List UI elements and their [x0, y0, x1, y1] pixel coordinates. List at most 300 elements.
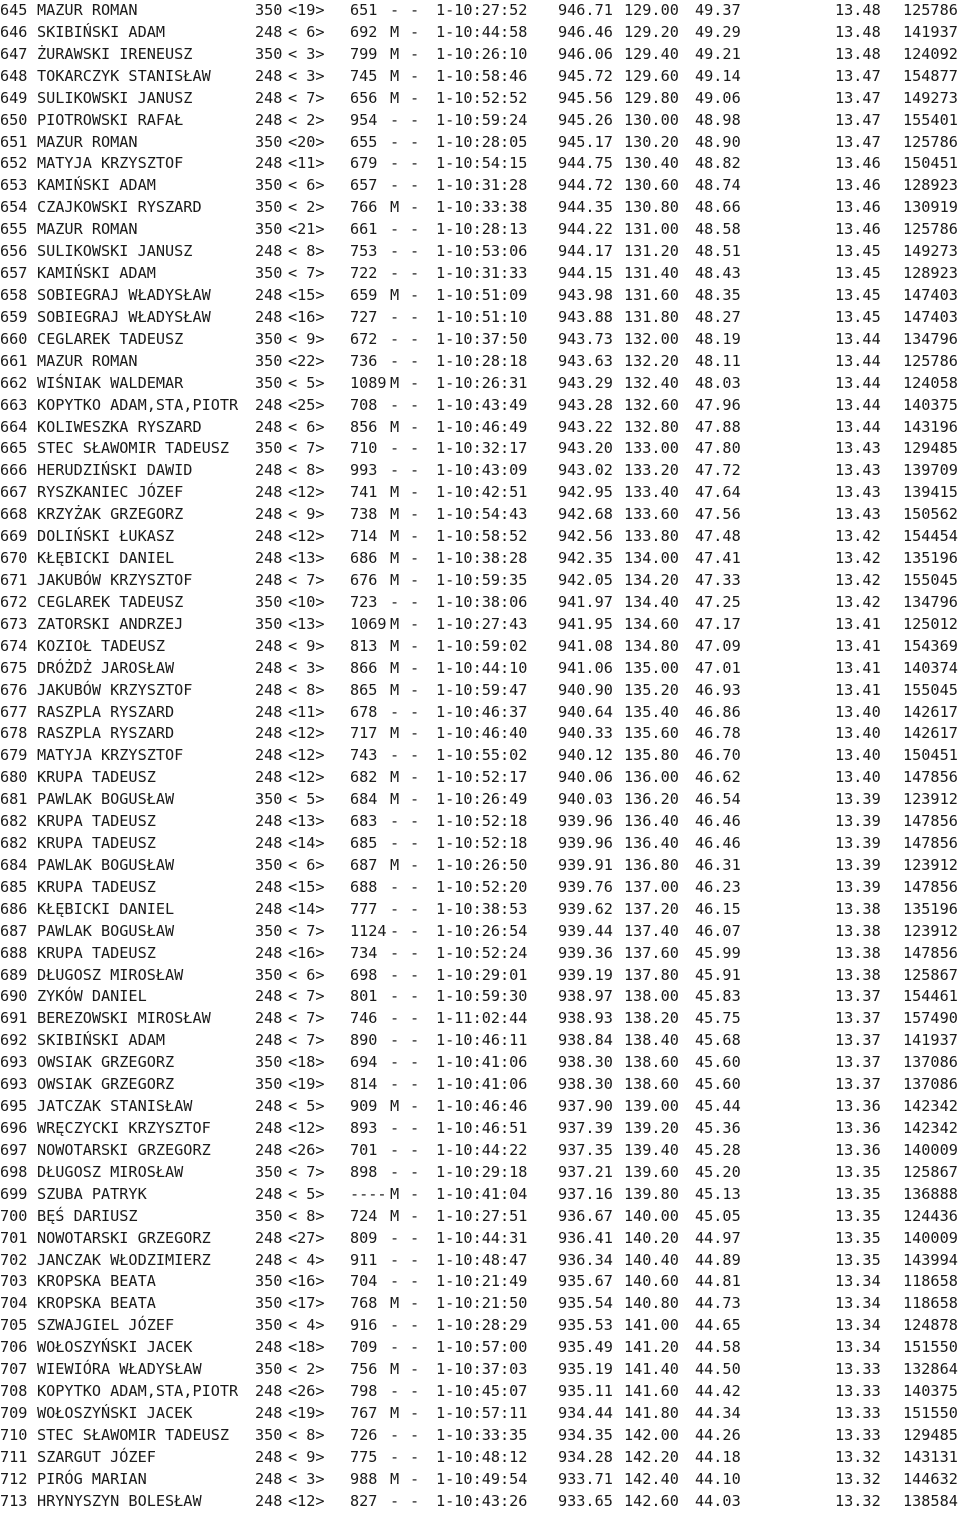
cell-sex: -	[390, 1491, 400, 1510]
cell-speed: 938.30	[558, 1053, 613, 1072]
cell-points: 48.82	[695, 154, 741, 173]
cell-speed: 939.76	[558, 877, 613, 896]
cell-member-id: 147856	[903, 943, 958, 962]
cell-flag: -	[410, 1009, 420, 1028]
cell-section: 248	[255, 1184, 283, 1203]
cell-speed: 935.49	[558, 1338, 613, 1357]
cell-speed: 937.90	[558, 1097, 613, 1116]
cell-ring: 745	[350, 66, 378, 85]
cell-name: PIRÓG MARIAN	[37, 1469, 147, 1488]
table-row	[0, 88, 960, 110]
cell-ring: 687	[350, 855, 378, 874]
cell-sex: -	[390, 1382, 400, 1401]
cell-position: 649	[0, 88, 28, 107]
cell-speed: 934.28	[558, 1447, 613, 1466]
cell-entry: < 8>	[288, 1425, 325, 1444]
cell-points: 46.07	[695, 921, 741, 940]
cell-sex: -	[390, 1228, 400, 1247]
cell-arrival-time: 1-10:52:24	[436, 943, 528, 962]
cell-speed: 939.96	[558, 812, 613, 831]
cell-coefficient: 136.40	[624, 834, 679, 853]
cell-ring: 657	[350, 176, 378, 195]
cell-name: CEGLAREK TADEUSZ	[37, 329, 184, 348]
cell-flag: -	[410, 198, 420, 217]
cell-points: 44.26	[695, 1425, 741, 1444]
cell-section: 248	[255, 1097, 283, 1116]
cell-section: 248	[255, 66, 283, 85]
cell-position: 656	[0, 242, 28, 261]
cell-position: 696	[0, 1119, 28, 1138]
cell-entry: < 8>	[288, 461, 325, 480]
cell-entry: <19>	[288, 1404, 325, 1422]
cell-section: 350	[255, 921, 283, 940]
cell-name: DŁUGOSZ MIROSŁAW	[37, 1162, 184, 1181]
cell-section: 248	[255, 154, 283, 173]
cell-speed: 942.68	[558, 505, 613, 524]
cell-percent: 13.35	[835, 1250, 881, 1269]
cell-coefficient: 142.60	[624, 1491, 679, 1510]
cell-entry: < 7>	[288, 264, 325, 283]
cell-name: RASZPLA RYSZARD	[37, 702, 175, 721]
cell-name: DOLIŃSKI ŁUKASZ	[37, 527, 175, 546]
cell-section: 248	[255, 877, 283, 896]
cell-position: 672	[0, 592, 28, 611]
cell-section: 248	[255, 285, 283, 304]
cell-ring: 701	[350, 1140, 378, 1159]
cell-points: 48.27	[695, 307, 741, 326]
cell-flag: -	[410, 965, 420, 984]
cell-coefficient: 137.20	[624, 899, 679, 918]
cell-arrival-time: 1-10:41:04	[436, 1184, 528, 1203]
cell-entry: < 7>	[288, 88, 325, 107]
cell-coefficient: 129.00	[624, 1, 679, 19]
cell-name: KŁĘBICKI DANIEL	[37, 899, 175, 918]
cell-name: RYSZKANIEC JÓZEF	[37, 483, 184, 502]
cell-ring: 856	[350, 417, 378, 436]
cell-name: WRĘCZYCKI KRZYSZTOF	[37, 1119, 211, 1138]
cell-arrival-time: 1-10:46:46	[436, 1097, 528, 1116]
cell-position: 670	[0, 549, 28, 568]
cell-flag: -	[410, 1162, 420, 1181]
cell-position: 686	[0, 899, 28, 918]
cell-entry: <27>	[288, 1228, 325, 1247]
cell-name: BĘŚ DARIUSZ	[37, 1206, 138, 1225]
cell-coefficient: 136.40	[624, 812, 679, 831]
cell-entry: <12>	[288, 1491, 325, 1510]
cell-coefficient: 138.60	[624, 1053, 679, 1072]
cell-section: 248	[255, 987, 283, 1006]
cell-ring: 753	[350, 242, 378, 261]
cell-points: 47.01	[695, 658, 741, 677]
cell-speed: 940.03	[558, 790, 613, 809]
cell-ring: 777	[350, 899, 378, 918]
cell-ring: 678	[350, 702, 378, 721]
cell-flag: -	[410, 154, 420, 173]
cell-entry: < 2>	[288, 110, 325, 129]
cell-speed: 937.16	[558, 1184, 613, 1203]
cell-arrival-time: 1-10:43:49	[436, 395, 528, 414]
cell-percent: 13.40	[835, 768, 881, 787]
cell-flag: -	[410, 1447, 420, 1466]
cell-position: 648	[0, 66, 28, 85]
cell-ring: 898	[350, 1162, 378, 1181]
cell-flag: -	[410, 614, 420, 633]
cell-percent: 13.33	[835, 1425, 881, 1444]
cell-points: 45.99	[695, 943, 741, 962]
cell-entry: <18>	[288, 1338, 325, 1357]
cell-ring: 813	[350, 636, 378, 655]
cell-position: 667	[0, 483, 28, 502]
cell-name: ZYKÓW DANIEL	[37, 987, 147, 1006]
cell-arrival-time: 1-10:59:30	[436, 987, 528, 1006]
cell-entry: < 3>	[288, 1469, 325, 1488]
cell-points: 45.20	[695, 1162, 741, 1181]
cell-member-id: 136888	[903, 1184, 958, 1203]
cell-section: 350	[255, 1206, 283, 1225]
cell-points: 47.88	[695, 417, 741, 436]
cell-sex: M	[390, 22, 400, 41]
cell-member-id: 129485	[903, 439, 958, 458]
table-row	[0, 680, 960, 702]
table-row	[0, 855, 960, 877]
cell-speed: 939.91	[558, 855, 613, 874]
cell-entry: <20>	[288, 132, 325, 151]
cell-flag: -	[410, 549, 420, 568]
cell-member-id: 140009	[903, 1140, 958, 1159]
cell-section: 248	[255, 834, 283, 853]
cell-member-id: 155045	[903, 570, 958, 589]
cell-member-id: 141937	[903, 22, 958, 41]
cell-percent: 13.44	[835, 395, 881, 414]
cell-member-id: 125786	[903, 132, 958, 151]
cell-position: 704	[0, 1294, 28, 1313]
cell-points: 45.13	[695, 1184, 741, 1203]
table-row	[0, 592, 960, 614]
cell-ring: 916	[350, 1316, 378, 1335]
cell-name: MATYJA KRZYSZTOF	[37, 154, 184, 173]
cell-arrival-time: 1-10:46:51	[436, 1119, 528, 1138]
cell-position: 713	[0, 1491, 28, 1510]
cell-name: WIŚNIAK WALDEMAR	[37, 373, 184, 392]
cell-coefficient: 130.60	[624, 176, 679, 195]
cell-entry: <15>	[288, 285, 325, 304]
cell-coefficient: 139.80	[624, 1184, 679, 1203]
cell-points: 49.37	[695, 1, 741, 19]
cell-percent: 13.43	[835, 439, 881, 458]
cell-arrival-time: 1-10:38:28	[436, 549, 528, 568]
cell-points: 44.58	[695, 1338, 741, 1357]
cell-entry: < 6>	[288, 417, 325, 436]
cell-sex: M	[390, 66, 400, 85]
cell-ring: 656	[350, 88, 378, 107]
cell-name: KROPSKA BEATA	[37, 1294, 156, 1313]
cell-name: KRUPA TADEUSZ	[37, 768, 156, 787]
cell-ring: 682	[350, 768, 378, 787]
cell-flag: -	[410, 1119, 420, 1138]
cell-percent: 13.46	[835, 176, 881, 195]
cell-entry: < 7>	[288, 570, 325, 589]
cell-percent: 13.35	[835, 1184, 881, 1203]
cell-position: 652	[0, 154, 28, 173]
cell-sex: -	[390, 834, 400, 853]
cell-sex: -	[390, 461, 400, 480]
cell-position: 669	[0, 527, 28, 546]
table-row	[0, 197, 960, 219]
cell-name: STEC SŁAWOMIR TADEUSZ	[37, 439, 230, 458]
cell-entry: < 2>	[288, 198, 325, 217]
cell-name: KAMIŃSKI ADAM	[37, 176, 156, 195]
cell-coefficient: 136.80	[624, 855, 679, 874]
cell-position: 692	[0, 1031, 28, 1050]
cell-member-id: 125786	[903, 220, 958, 239]
cell-sex: -	[390, 1031, 400, 1050]
cell-position: 705	[0, 1316, 28, 1335]
cell-section: 248	[255, 505, 283, 524]
cell-points: 46.31	[695, 855, 741, 874]
cell-points: 49.21	[695, 44, 741, 63]
cell-position: 702	[0, 1250, 28, 1269]
cell-name: SULIKOWSKI JANUSZ	[37, 88, 193, 107]
cell-position: 711	[0, 1447, 28, 1466]
cell-name: BEREZOWSKI MIROSŁAW	[37, 1009, 211, 1028]
cell-position: 673	[0, 614, 28, 633]
cell-name: SZUBA PATRYK	[37, 1184, 147, 1203]
cell-sex: M	[390, 1097, 400, 1116]
cell-coefficient: 138.40	[624, 1031, 679, 1050]
cell-position: 687	[0, 921, 28, 940]
cell-section: 350	[255, 220, 283, 239]
cell-member-id: 135196	[903, 899, 958, 918]
cell-coefficient: 130.00	[624, 110, 679, 129]
cell-member-id: 139415	[903, 483, 958, 502]
cell-flag: -	[410, 746, 420, 765]
cell-percent: 13.47	[835, 88, 881, 107]
cell-points: 46.46	[695, 834, 741, 853]
cell-speed: 936.34	[558, 1250, 613, 1269]
cell-name: SULIKOWSKI JANUSZ	[37, 242, 193, 261]
cell-percent: 13.39	[835, 834, 881, 853]
cell-name: OWSIAK GRZEGORZ	[37, 1075, 175, 1094]
cell-section: 350	[255, 965, 283, 984]
cell-speed: 940.64	[558, 702, 613, 721]
cell-percent: 13.44	[835, 351, 881, 370]
cell-points: 48.43	[695, 264, 741, 283]
cell-sex: -	[390, 1140, 400, 1159]
cell-coefficient: 134.00	[624, 549, 679, 568]
cell-points: 44.42	[695, 1382, 741, 1401]
cell-section: 350	[255, 592, 283, 611]
cell-flag: -	[410, 505, 420, 524]
cell-sex: M	[390, 285, 400, 304]
cell-speed: 944.75	[558, 154, 613, 173]
cell-percent: 13.37	[835, 1053, 881, 1072]
cell-percent: 13.33	[835, 1360, 881, 1379]
cell-entry: <11>	[288, 702, 325, 721]
cell-ring: 704	[350, 1272, 378, 1291]
cell-flag: -	[410, 899, 420, 918]
cell-name: JATCZAK STANISŁAW	[37, 1097, 193, 1116]
cell-member-id: 142342	[903, 1119, 958, 1138]
cell-coefficient: 142.00	[624, 1425, 679, 1444]
cell-coefficient: 141.80	[624, 1404, 679, 1422]
cell-entry: <12>	[288, 768, 325, 787]
cell-coefficient: 131.80	[624, 307, 679, 326]
cell-arrival-time: 1-10:28:29	[436, 1316, 528, 1335]
cell-flag: -	[410, 834, 420, 853]
cell-position: 675	[0, 658, 28, 677]
cell-arrival-time: 1-10:44:31	[436, 1228, 528, 1247]
cell-arrival-time: 1-10:48:12	[436, 1447, 528, 1466]
cell-speed: 940.06	[558, 768, 613, 787]
cell-member-id: 147403	[903, 285, 958, 304]
cell-arrival-time: 1-10:46:11	[436, 1031, 528, 1050]
cell-ring: 1069	[350, 614, 387, 633]
cell-section: 350	[255, 855, 283, 874]
cell-percent: 13.37	[835, 987, 881, 1006]
cell-member-id: 154461	[903, 987, 958, 1006]
cell-points: 49.06	[695, 88, 741, 107]
cell-percent: 13.36	[835, 1119, 881, 1138]
cell-member-id: 124092	[903, 44, 958, 63]
cell-member-id: 149273	[903, 88, 958, 107]
cell-entry: <26>	[288, 1382, 325, 1401]
cell-sex: -	[390, 987, 400, 1006]
cell-flag: -	[410, 1469, 420, 1488]
cell-speed: 939.44	[558, 921, 613, 940]
cell-member-id: 130919	[903, 198, 958, 217]
cell-member-id: 137086	[903, 1075, 958, 1094]
table-row	[0, 285, 960, 307]
cell-coefficient: 140.60	[624, 1272, 679, 1291]
cell-name: KAMIŃSKI ADAM	[37, 264, 156, 283]
cell-coefficient: 129.40	[624, 44, 679, 63]
cell-entry: < 7>	[288, 1031, 325, 1050]
cell-member-id: 142617	[903, 724, 958, 743]
cell-points: 44.50	[695, 1360, 741, 1379]
cell-name: JAKUBÓW KRZYSZTOF	[37, 680, 193, 699]
cell-sex: M	[390, 483, 400, 502]
cell-section: 248	[255, 1031, 283, 1050]
cell-points: 44.10	[695, 1469, 741, 1488]
cell-speed: 938.84	[558, 1031, 613, 1050]
cell-section: 350	[255, 373, 283, 392]
cell-entry: < 2>	[288, 1360, 325, 1379]
cell-member-id: 125786	[903, 351, 958, 370]
cell-section: 248	[255, 636, 283, 655]
table-row	[0, 373, 960, 395]
cell-points: 46.70	[695, 746, 741, 765]
cell-entry: <12>	[288, 527, 325, 546]
cell-entry: < 9>	[288, 505, 325, 524]
cell-arrival-time: 1-10:58:46	[436, 66, 528, 85]
cell-sex: -	[390, 746, 400, 765]
cell-position: 693	[0, 1053, 28, 1072]
cell-flag: -	[410, 44, 420, 63]
cell-speed: 936.67	[558, 1206, 613, 1225]
cell-percent: 13.38	[835, 965, 881, 984]
table-row	[0, 110, 960, 132]
cell-entry: <25>	[288, 395, 325, 414]
cell-position: 665	[0, 439, 28, 458]
cell-coefficient: 140.20	[624, 1228, 679, 1247]
cell-name: KRUPA TADEUSZ	[37, 943, 156, 962]
cell-percent: 13.41	[835, 636, 881, 655]
table-row	[0, 899, 960, 921]
table-row	[0, 745, 960, 767]
cell-arrival-time: 1-10:31:33	[436, 264, 528, 283]
table-row	[0, 767, 960, 789]
table-row	[0, 0, 960, 22]
cell-ring: 734	[350, 943, 378, 962]
table-row	[0, 219, 960, 241]
cell-name: MAZUR ROMAN	[37, 132, 138, 151]
cell-ring: 661	[350, 220, 378, 239]
cell-points: 47.25	[695, 592, 741, 611]
cell-section: 350	[255, 44, 283, 63]
table-row	[0, 329, 960, 351]
cell-section: 248	[255, 88, 283, 107]
cell-arrival-time: 1-10:46:40	[436, 724, 528, 743]
cell-coefficient: 135.80	[624, 746, 679, 765]
table-row	[0, 44, 960, 66]
cell-section: 248	[255, 1447, 283, 1466]
table-row	[0, 570, 960, 592]
table-row	[0, 1293, 960, 1315]
cell-coefficient: 138.60	[624, 1075, 679, 1094]
cell-entry: < 7>	[288, 439, 325, 458]
cell-percent: 13.45	[835, 264, 881, 283]
cell-entry: <13>	[288, 812, 325, 831]
cell-percent: 13.39	[835, 855, 881, 874]
cell-flag: -	[410, 1316, 420, 1335]
cell-section: 248	[255, 110, 283, 129]
cell-name: HERUDZIŃSKI DAWID	[37, 461, 193, 480]
cell-sex: M	[390, 198, 400, 217]
cell-arrival-time: 1-10:27:43	[436, 614, 528, 633]
cell-entry: < 8>	[288, 680, 325, 699]
cell-percent: 13.41	[835, 680, 881, 699]
cell-points: 48.74	[695, 176, 741, 195]
cell-ring: 827	[350, 1491, 378, 1510]
cell-sex: -	[390, 1, 400, 19]
cell-section: 350	[255, 176, 283, 195]
cell-sex: -	[390, 1162, 400, 1181]
cell-arrival-time: 1-10:43:09	[436, 461, 528, 480]
cell-member-id: 124436	[903, 1206, 958, 1225]
cell-ring: 727	[350, 307, 378, 326]
cell-member-id: 143196	[903, 417, 958, 436]
cell-member-id: 154369	[903, 636, 958, 655]
cell-member-id: 135196	[903, 549, 958, 568]
cell-sex: -	[390, 592, 400, 611]
cell-entry: <11>	[288, 154, 325, 173]
cell-flag: -	[410, 1184, 420, 1203]
cell-position: 689	[0, 965, 28, 984]
table-row	[0, 1447, 960, 1469]
table-row	[0, 460, 960, 482]
cell-flag: -	[410, 570, 420, 589]
cell-name: KOZIOŁ TADEUSZ	[37, 636, 166, 655]
cell-member-id: 140374	[903, 658, 958, 677]
cell-name: RASZPLA RYSZARD	[37, 724, 175, 743]
cell-name: KOLIWESZKA RYSZARD	[37, 417, 202, 436]
cell-percent: 13.39	[835, 790, 881, 809]
cell-section: 248	[255, 1250, 283, 1269]
cell-name: KRUPA TADEUSZ	[37, 877, 156, 896]
cell-arrival-time: 1-10:55:02	[436, 746, 528, 765]
cell-section: 248	[255, 417, 283, 436]
table-row	[0, 1271, 960, 1293]
